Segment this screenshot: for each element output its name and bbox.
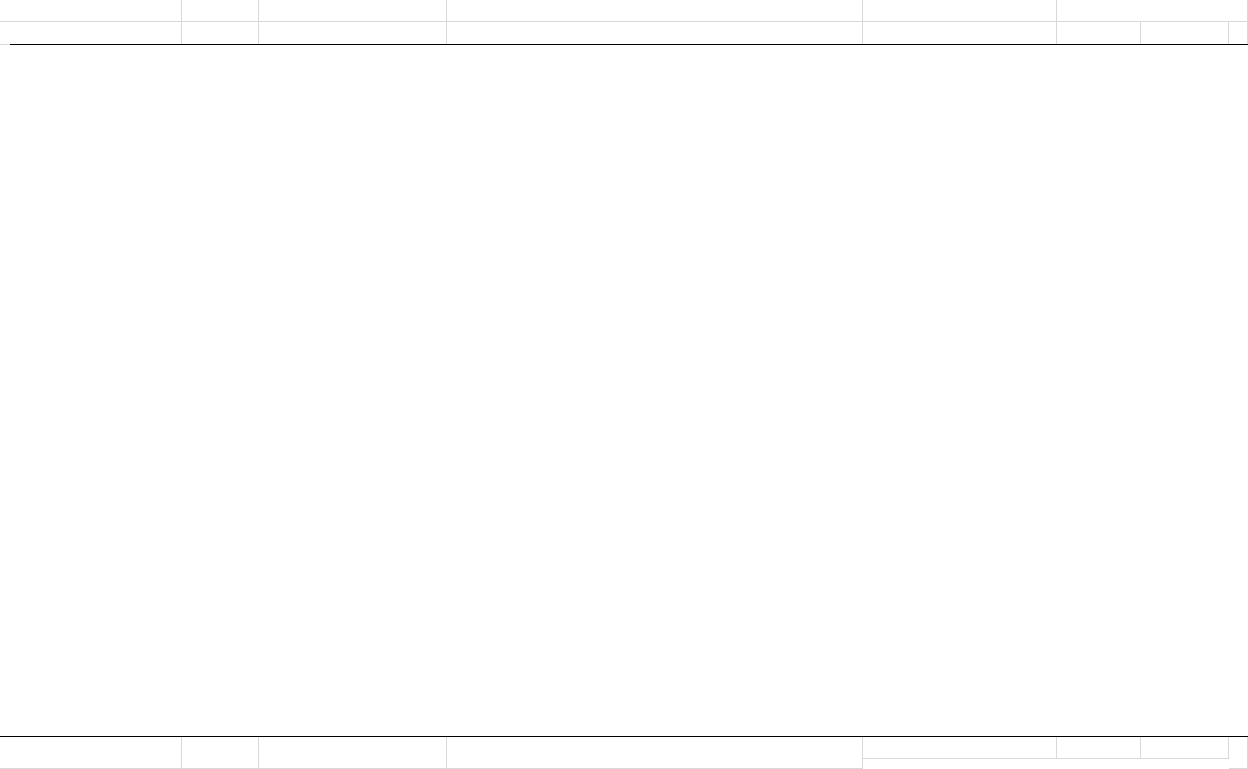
cell-empty[interactable]	[447, 0, 863, 22]
header-srodek-dnia[interactable]	[447, 22, 863, 45]
cell-empty[interactable]	[447, 737, 863, 769]
header-border	[10, 44, 1248, 45]
cell-empty[interactable]	[863, 0, 1057, 22]
header-przyjazd[interactable]	[863, 22, 1057, 45]
cell-empty[interactable]	[182, 0, 259, 22]
cell-empty[interactable]	[1229, 0, 1248, 22]
totals-border	[0, 736, 1248, 737]
header-mile[interactable]	[1141, 22, 1229, 45]
cell-empty[interactable]	[259, 0, 447, 22]
header-km[interactable]	[1057, 22, 1141, 45]
cell-empty[interactable]	[1229, 737, 1248, 769]
header-czas-jazdy[interactable]	[1057, 0, 1229, 22]
totals-label[interactable]	[863, 737, 1057, 759]
cell-empty[interactable]	[0, 22, 182, 45]
cell-empty[interactable]	[0, 0, 182, 22]
cell-empty[interactable]	[1229, 22, 1248, 45]
cell-empty[interactable]	[259, 737, 447, 769]
header-dzien[interactable]	[182, 22, 259, 45]
cell-empty[interactable]	[0, 737, 182, 769]
totals-km[interactable]	[1057, 737, 1141, 759]
totals-mile[interactable]	[1141, 737, 1229, 759]
header-wyjazd[interactable]	[259, 22, 447, 45]
cell-empty[interactable]	[182, 737, 259, 769]
